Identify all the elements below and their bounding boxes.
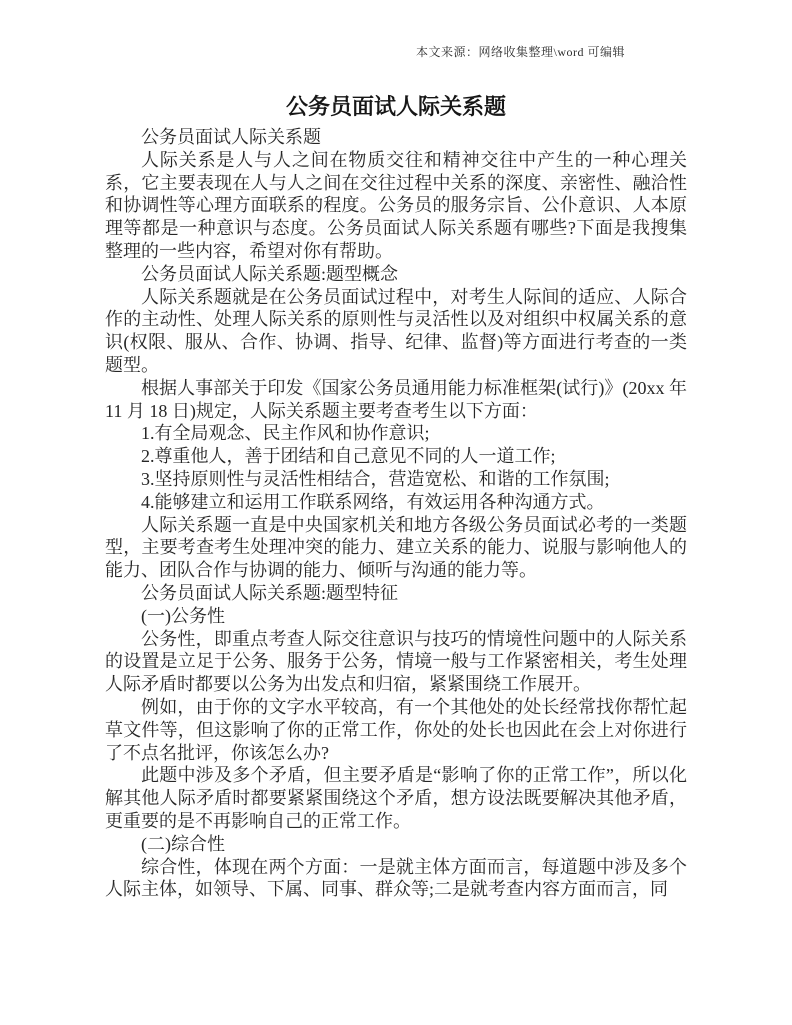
paragraph: 2.尊重他人，善于团结和自己意见不同的人一道工作; — [141, 446, 556, 467]
paragraph: 公务性，即重点考查人际交往意识与技巧的情境性问题中的人际关系的设置是立足于公务、服务于公务，情境一般与工作紧密相关，考生处理人际矛盾时都要以公务为出发点和归宿，紧紧围绕工作展开。 — [105, 628, 687, 695]
paragraph: 公务员面试人际关系题:题型特征 — [141, 582, 398, 603]
paragraph: 人际关系题就是在公务员面试过程中，对考生人际间的适应、人际合作的主动性、处理人际关系的原则性与灵活性以及对组织中权属关系的意识(权限、服从、合作、协调、指导、纪律、监督)等方面进行考查的一类题型。 — [105, 286, 687, 375]
source-note: 本文来源：网络收集整理\word 可编辑 — [416, 45, 625, 59]
paragraph: 4.能够建立和运用工作联系网络，有效运用各种沟通方式。 — [141, 491, 605, 512]
paragraph: 1.有全局观念、民主作风和协作意识; — [141, 423, 430, 444]
paragraph: 公务员面试人际关系题 — [141, 127, 321, 147]
paragraph: 人际关系题一直是中央国家机关和地方各级公务员面试必考的一类题型，主要考查考生处理冲突的能力、建立关系的能力、说服与影响他人的能力、团队合作与协调的能力、倾听与沟通的能力等。 — [105, 514, 687, 581]
paragraph: 公务员面试人际关系题:题型概念 — [141, 263, 398, 284]
paragraph: 人际关系是人与人之间在物质交往和精神交往中产生的一种心理关系，它主要表现在人与人之间在交往过程中关系的深度、亲密性、融洽性和协调性等心理方面联系的程度。公务员的服务宗旨、公仆意识、人本原理等都是一种意识与态度。公务员面试人际关系题有哪些?下面是我搜集整理的一些内容，希望对你有帮助。 — [105, 149, 687, 261]
paragraph: 此题中涉及多个矛盾，但主要矛盾是“影响了你的正常工作”，所以化解其他人际矛盾时都要紧紧围绕这个矛盾，想方设法既要解决其他矛盾，更重要的是不再影响自己的正常工作。 — [105, 765, 687, 831]
document-body — [105, 126, 687, 901]
paragraph: (一)公务性 — [141, 605, 225, 626]
page-title: 公务员面试人际关系题 — [285, 94, 506, 119]
paragraph: 综合性，体现在两个方面：一是就主体方面而言，每道题中涉及多个人际主体，如领导、下属、同事、群众等;二是就考查内容方面而言，同 — [105, 856, 687, 900]
paragraph: 根据人事部关于印发《国家公务员通用能力标准框架(试行)》(20xx 年 11 月 18 日)规定，人际关系题主要考查考生以下方面： — [105, 377, 687, 421]
paragraph: (二)综合性 — [141, 833, 225, 854]
paragraph: 3.坚持原则性与灵活性相结合，营造宽松、和谐的工作氛围; — [141, 468, 610, 489]
paragraph: 例如，由于你的文字水平较高，有一个其他处的处长经常找你帮忙起草文件等，但这影响了你的正常工作，你处的处长也因此在会上对你进行了不点名批评，你该怎么办? — [105, 696, 687, 763]
